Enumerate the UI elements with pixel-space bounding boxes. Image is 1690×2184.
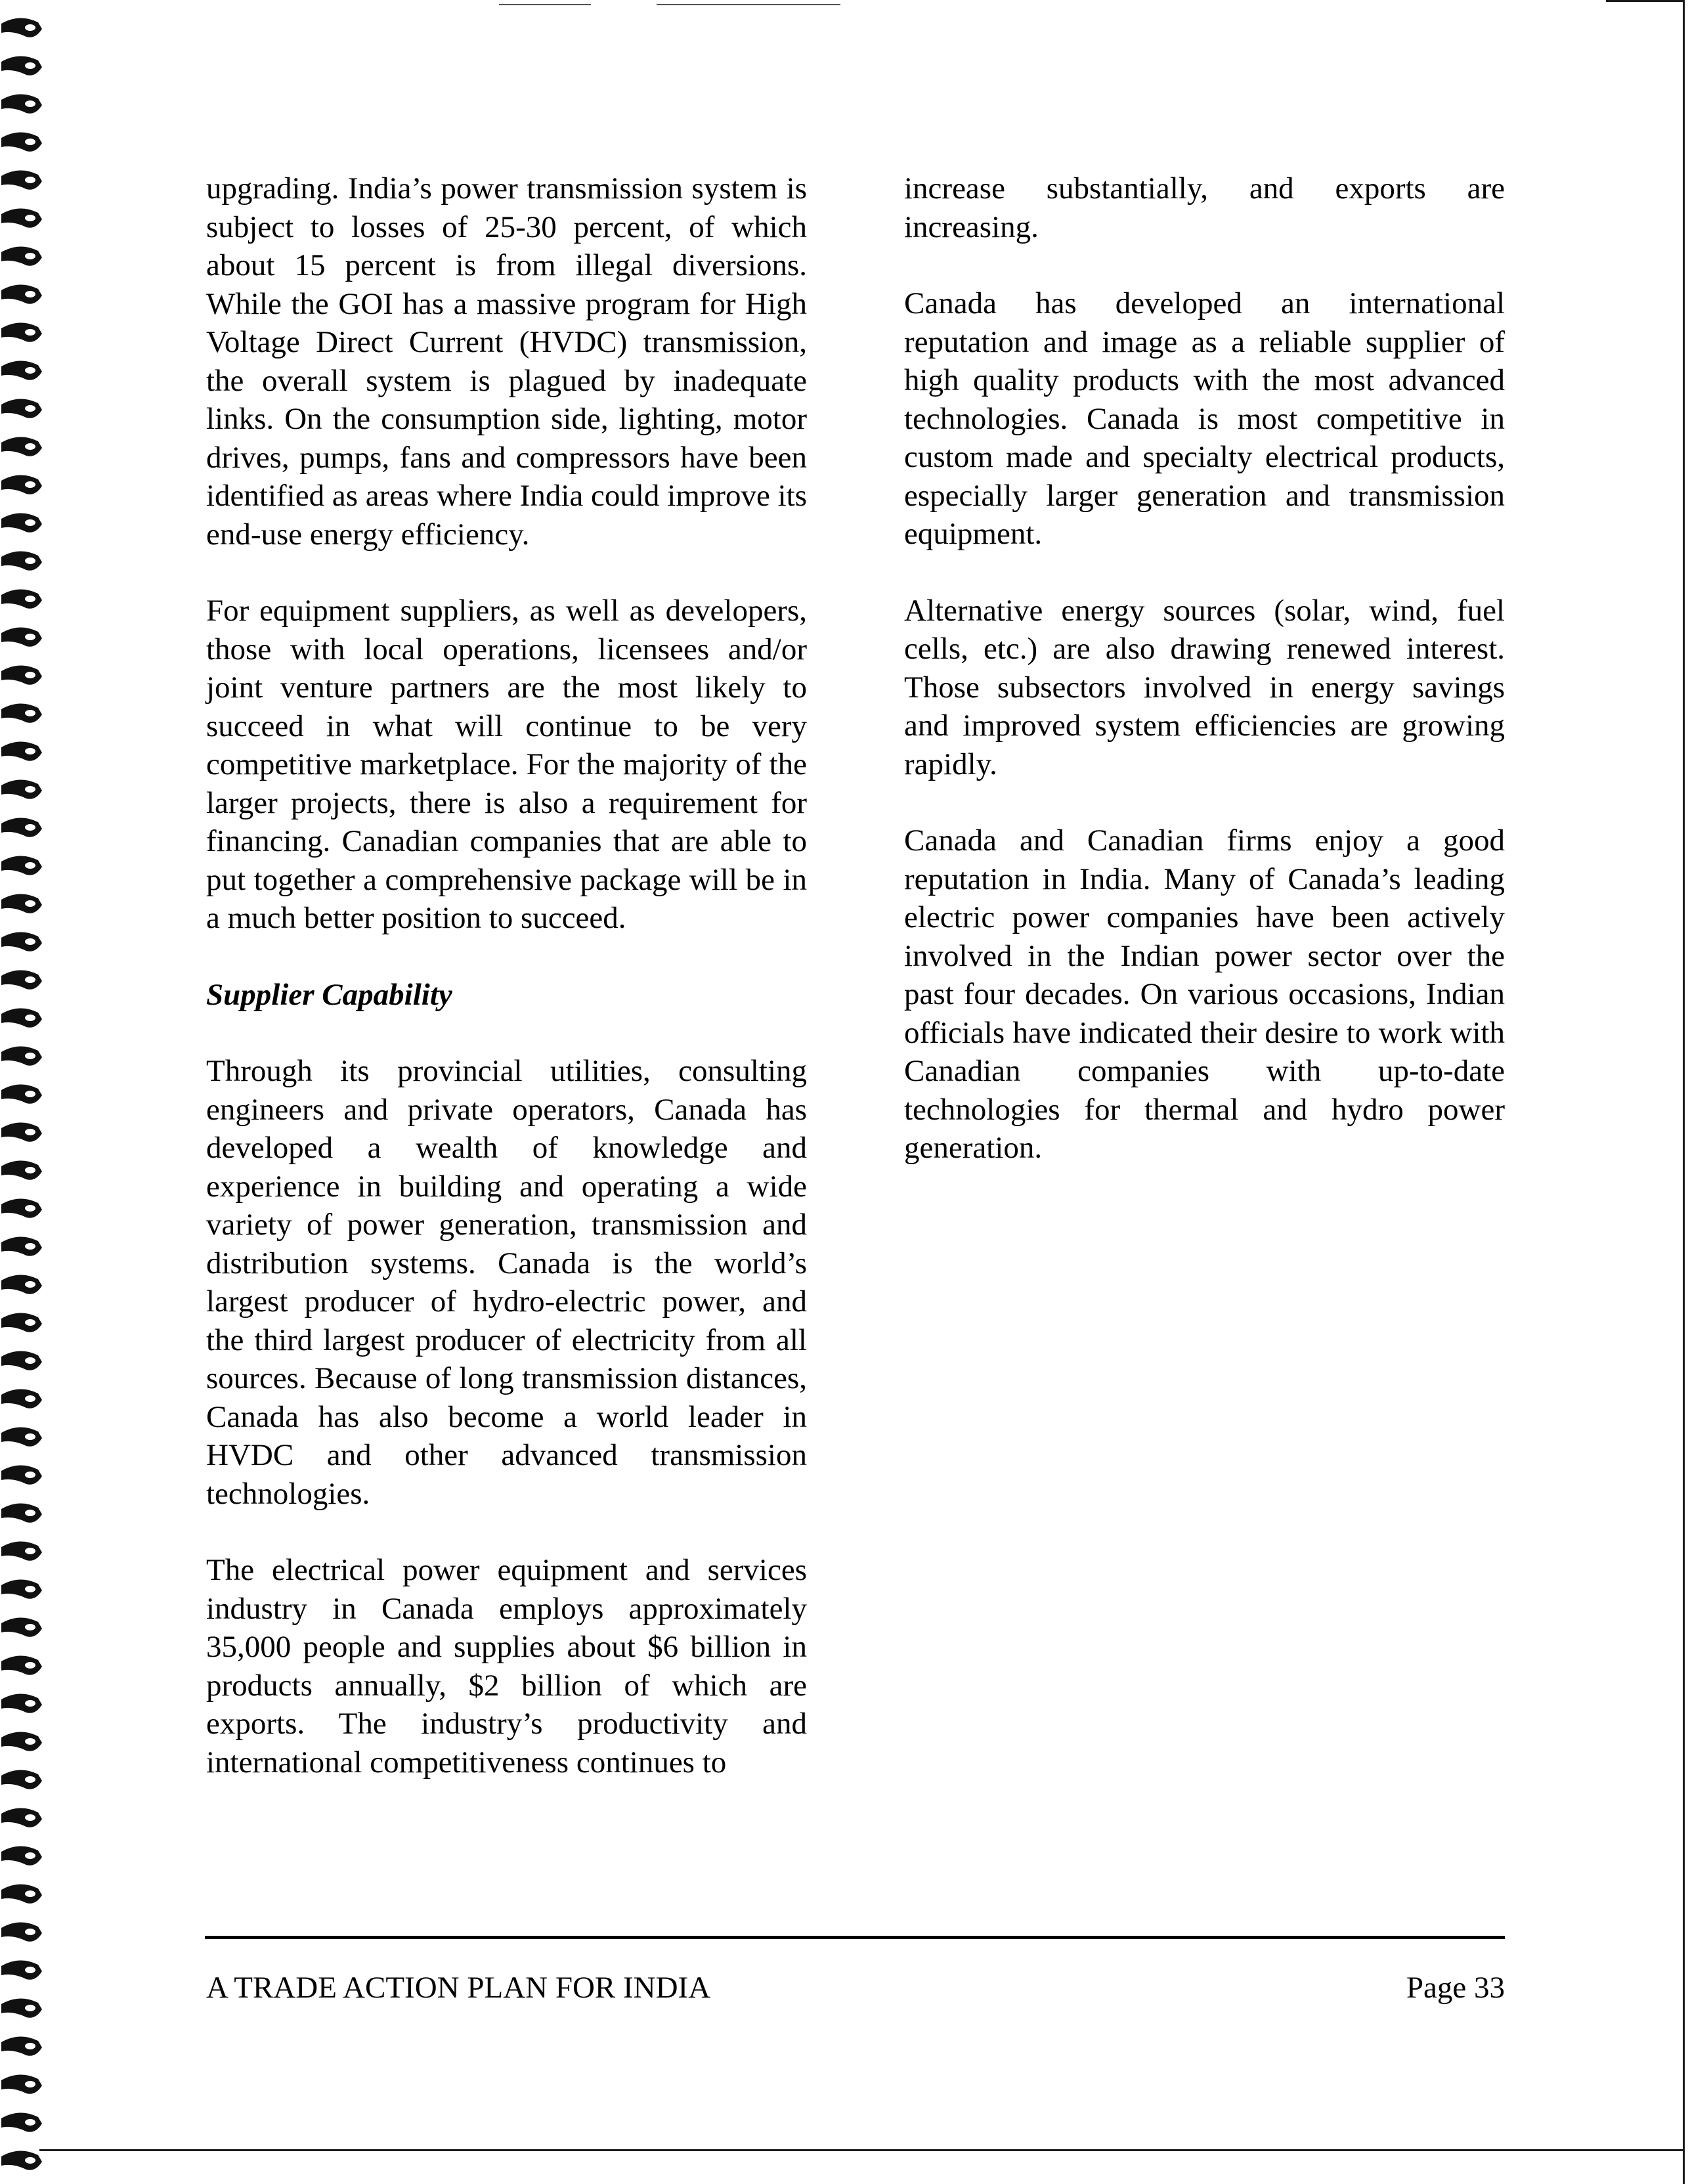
binding-hole	[25, 938, 35, 945]
binding-hole	[25, 786, 35, 793]
binding-hole	[25, 1662, 35, 1669]
binding-hole	[25, 1548, 35, 1554]
binding-coil	[1, 1846, 42, 1865]
binding-coil	[1, 284, 42, 303]
binding-hole	[25, 1281, 35, 1288]
binding-hole	[25, 443, 35, 450]
binding-hole	[25, 24, 35, 31]
binding-hole	[25, 1738, 35, 1745]
binding-coil	[1, 1998, 42, 2017]
body-paragraph: upgrading. India’s power transmission system is subject to losses of 25-30 percent, of which about 15 percent is from illegal diversions. While the GOI has a massive program for High Voltage Direct Current (HVDC) transmission, the overall system is plagued by inadequate links. On the consumption side, lighting, motor drives, pumps, fans and compressors have been identified as areas where India could improve its end-use energy efficiency.	[206, 171, 807, 552]
binding-coil	[1, 1427, 42, 1446]
binding-hole	[25, 291, 35, 297]
binding-hole	[25, 1395, 35, 1402]
binding-hole	[25, 557, 35, 564]
binding-coil	[1, 932, 42, 951]
binding-hole	[25, 2119, 35, 2126]
binding-hole	[25, 139, 35, 145]
binding-coil	[1, 1732, 42, 1751]
binding-hole	[25, 2043, 35, 2049]
scan-edge-line	[499, 4, 591, 5]
binding-hole	[25, 1852, 35, 1859]
body-paragraph: Alternative energy sources (solar, wind, fuel cells, etc.) are also drawing renewed interest. Those subsectors involved in energy savings and improved system efficiencies are growing rapidly.	[904, 593, 1505, 781]
binding-coil	[1, 1617, 42, 1636]
binding-coil	[1, 856, 42, 875]
binding-hole	[25, 596, 35, 602]
binding-hole	[25, 1586, 35, 1592]
binding-coil	[1, 437, 42, 456]
binding-coil	[1, 818, 42, 837]
binding-hole	[25, 1967, 35, 1973]
binding-coil	[1, 1351, 42, 1370]
binding-hole	[25, 1510, 35, 1516]
page-number: Page 33	[1406, 1971, 1505, 2005]
binding-coil	[1, 1008, 42, 1027]
binding-hole	[25, 62, 35, 69]
binding-coil	[1, 56, 42, 75]
binding-coil	[1, 741, 42, 760]
binding-coil	[1, 246, 42, 265]
binding-coil	[1, 1236, 42, 1256]
binding-hole	[25, 367, 35, 374]
binding-coil	[1, 1770, 42, 1789]
binding-hole	[25, 1929, 35, 1935]
binding-coil	[1, 1541, 42, 1560]
footer-rule	[205, 1936, 1505, 1939]
binding-coil	[1, 2074, 42, 2093]
binding-coil	[1, 1808, 42, 1827]
binding-coil	[1, 1275, 42, 1294]
binding-coil	[1, 94, 42, 113]
binding-coil	[1, 2151, 42, 2170]
binding-coil	[1, 1084, 42, 1103]
binding-hole	[25, 2157, 35, 2164]
binding-hole	[25, 1243, 35, 1250]
right-column	[904, 169, 1505, 1206]
body-paragraph: Through its provincial utilities, consulting engineers and private operators, Canada has developed a wealth of knowledge and experience in building and operating a wide variety of power generation, transmission and distribution systems. Canada is the world’s largest producer of hydro-electric power, and the third largest producer of electricity from all sources. Because of long transmission distances, Canada has also become a world leader in HVDC and other advanced transmission technologies.	[206, 1054, 807, 1511]
body-paragraph: Canada has developed an international reputation and image as a reliable supplier of high quality products with the most advanced technologies. Canada is most competitive in custom made and specialty electrical products, especially larger generation and transmission equipment.	[904, 286, 1505, 551]
binding-hole	[25, 824, 35, 831]
binding-coil	[1, 1046, 42, 1065]
body-paragraph: increase substantially, and exports are increasing.	[904, 171, 1505, 244]
binding-hole	[25, 1433, 35, 1440]
binding-hole	[25, 100, 35, 107]
binding-hole	[25, 519, 35, 526]
binding-coil	[1, 1579, 42, 1598]
binding-coil	[1, 779, 42, 798]
binding-hole	[25, 1776, 35, 1783]
binding-coil	[1, 627, 42, 646]
binding-hole	[25, 634, 35, 640]
binding-coil	[1, 1655, 42, 1674]
binding-hole	[25, 748, 35, 754]
section-heading: Supplier Capability	[206, 977, 452, 1012]
binding-hole	[25, 329, 35, 336]
footer-title: A TRADE ACTION PLAN FOR INDIA	[206, 1971, 711, 2005]
binding-coil	[1, 970, 42, 989]
binding-coil	[1, 894, 42, 913]
binding-coil	[1, 1389, 42, 1408]
left-column	[206, 169, 807, 1820]
binding-hole	[25, 1890, 35, 1897]
binding-hole	[25, 1814, 35, 1821]
binding-hole	[25, 900, 35, 907]
binding-hole	[25, 1472, 35, 1478]
body-paragraph: For equipment suppliers, as well as developers, those with local operations, licensees and/or joint venture partners are the most likely to succeed in what will continue to be very competitive marketplace. For the majority of the larger projects, there is also a requirement for financing. Canadian companies that are able to put together a comprehensive package will be in a much better position to succeed.	[206, 594, 807, 935]
binding-hole	[25, 710, 35, 716]
binding-hole	[25, 1700, 35, 1707]
body-paragraph: The electrical power equipment and services industry in Canada employs approximately 35,000 people and supplies about $6 billion in products annually, $2 billion of which are exports. The industry’s productivity and international competitiveness continues to	[206, 1553, 807, 1780]
binding-coil	[1, 1160, 42, 1179]
binding-coil	[1, 132, 42, 151]
binding-coil	[1, 513, 42, 532]
binding-coil	[1, 2036, 42, 2055]
binding-coil	[1, 703, 42, 722]
binding-coil	[1, 551, 42, 570]
binding-hole	[25, 2081, 35, 2087]
scan-edge-line	[657, 4, 840, 5]
scan-page-edge	[1683, 0, 1685, 2184]
binding-coil	[1, 1465, 42, 1484]
spiral-binding-icon	[0, 0, 53, 2184]
binding-coil	[1, 1122, 42, 1141]
binding-coil	[1, 2112, 42, 2131]
binding-hole	[25, 1091, 35, 1097]
binding-coil	[1, 360, 42, 380]
binding-hole	[25, 2005, 35, 2011]
scan-page-corner	[1606, 0, 1685, 2]
binding-hole	[25, 1129, 35, 1135]
binding-hole	[25, 253, 35, 259]
binding-hole	[25, 862, 35, 869]
binding-hole	[25, 481, 35, 488]
binding-hole	[25, 1357, 35, 1364]
binding-hole	[25, 1015, 35, 1021]
binding-hole	[25, 976, 35, 983]
binding-hole	[25, 1319, 35, 1326]
binding-hole	[25, 405, 35, 412]
binding-coil	[1, 208, 42, 227]
binding-coil	[1, 475, 42, 494]
binding-coil	[1, 665, 42, 684]
binding-hole	[25, 215, 35, 221]
scan-page-edge	[39, 2149, 1685, 2151]
binding-coil	[1, 1503, 42, 1522]
binding-hole	[25, 1167, 35, 1173]
body-paragraph: Canada and Canadian firms enjoy a good reputation in India. Many of Canada’s leading electric power companies have been actively involved in the Indian power sector over the past four decades. On various occasions, Indian officials have indicated their desire to work with Canadian companies with up-to-date technologies for thermal and hydro power generation.	[904, 823, 1505, 1165]
binding-hole	[25, 1624, 35, 1630]
binding-hole	[25, 1205, 35, 1212]
binding-coil	[1, 1198, 42, 1217]
binding-coil	[1, 1693, 42, 1713]
binding-hole	[25, 672, 35, 678]
binding-hole	[25, 177, 35, 183]
binding-coil	[1, 322, 42, 341]
binding-hole	[25, 1053, 35, 1059]
binding-coil	[1, 170, 42, 189]
binding-coil	[1, 1884, 42, 1903]
binding-coil	[1, 589, 42, 608]
binding-coil	[1, 18, 42, 37]
binding-coil	[1, 1960, 42, 1979]
binding-coil	[1, 1313, 42, 1332]
binding-coil	[1, 1922, 42, 1941]
binding-coil	[1, 399, 42, 418]
